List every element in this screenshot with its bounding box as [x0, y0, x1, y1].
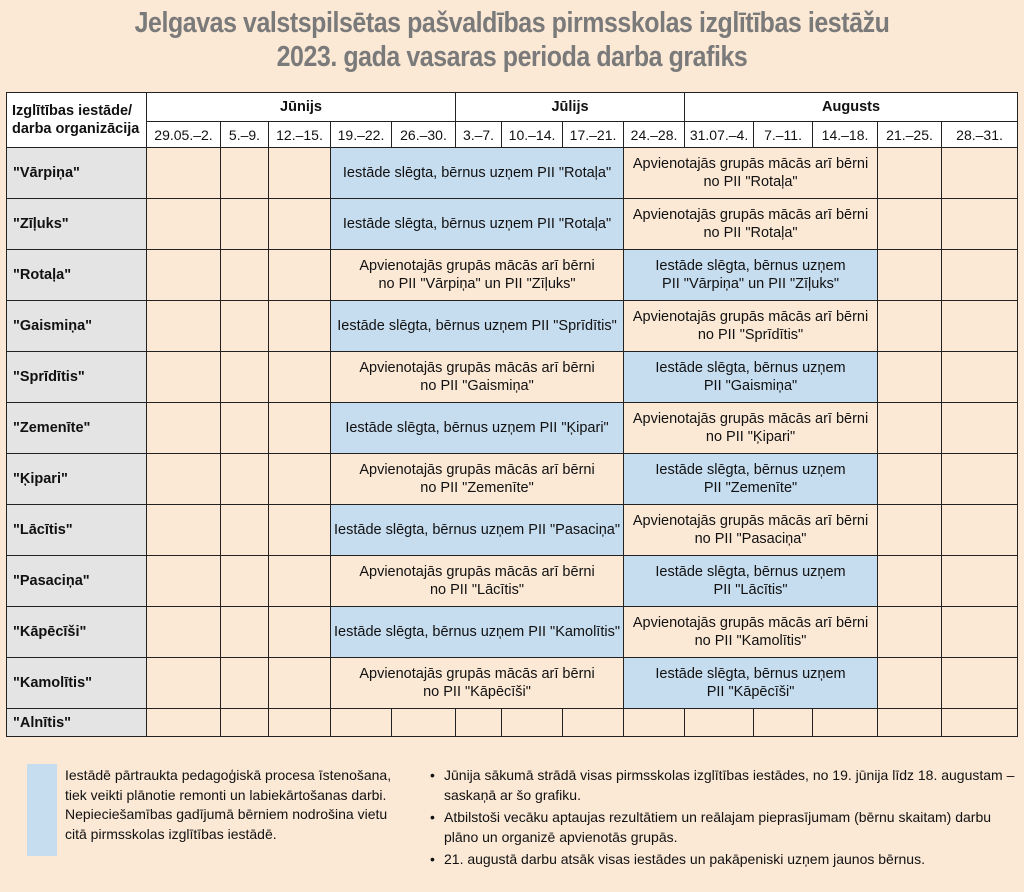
cell-text-line: Apvienotajās grupās mācās arī bērni [632, 309, 869, 325]
empty-cell [331, 709, 392, 737]
cell-text-line: no PII "Zemenīte" [420, 480, 534, 496]
week-header: 31.07.–4. [685, 122, 754, 148]
empty-cell [221, 556, 269, 607]
merged-group-cell [331, 658, 624, 709]
cell-text-line: Iestāde slēgta, bērnus uzņem PII "Ķipari" [345, 420, 609, 436]
empty-cell [269, 403, 331, 454]
empty-cell [878, 352, 942, 403]
empty-cell [878, 658, 942, 709]
empty-cell [942, 250, 1018, 301]
table-row [7, 250, 1018, 301]
empty-cell [942, 607, 1018, 658]
empty-cell [754, 709, 813, 737]
empty-cell [624, 709, 685, 737]
institution-name: "Zīļuks" [7, 199, 147, 250]
institution-name: "Sprīdītis" [7, 352, 147, 403]
week-header: 21.–25. [878, 122, 942, 148]
closed-period-cell [624, 352, 878, 403]
empty-cell [942, 658, 1018, 709]
empty-cell [878, 250, 942, 301]
merged-group-cell [624, 148, 878, 199]
cell-text-line: no PII "Pasaciņa" [694, 531, 807, 547]
closed-period-cell [331, 199, 624, 250]
empty-cell [269, 709, 331, 737]
week-header: 7.–11. [754, 122, 813, 148]
cell-text-line: Apvienotajās grupās mācās arī bērni [359, 564, 595, 580]
table-row [7, 607, 1018, 658]
empty-cell [878, 301, 942, 352]
closed-period-cell [331, 403, 624, 454]
empty-cell [269, 250, 331, 301]
cell-text-line: Apvienotajās grupās mācās arī bērni [632, 513, 869, 529]
cell-text-line: Iestāde slēgta, bērnus uzņem PII "Rotaļa" [342, 216, 612, 232]
table-row [7, 403, 1018, 454]
empty-cell [685, 709, 754, 737]
empty-cell [147, 454, 221, 505]
title-line-2: 2023. gada vasaras perioda darba grafiks [276, 41, 748, 73]
empty-cell [563, 709, 624, 737]
empty-cell [269, 658, 331, 709]
week-header: 28.–31. [942, 122, 1018, 148]
week-header: 10.–14. [502, 122, 563, 148]
cell-text-line: Apvienotajās grupās mācās arī bērni [359, 462, 595, 478]
empty-cell [147, 352, 221, 403]
cell-text-line: no PII "Lācītis" [429, 582, 525, 598]
cell-text-line: Apvienotajās grupās mācās arī bērni [632, 615, 869, 631]
table-row [7, 505, 1018, 556]
title-line-1: Jelgavas valstspilsētas pašvaldības pirmsskolas izglītības iestāžu [134, 7, 890, 39]
month-header-july: Jūlijs [456, 93, 685, 122]
empty-cell [147, 607, 221, 658]
empty-cell [269, 199, 331, 250]
closed-period-cell [331, 301, 624, 352]
closed-period-cell [624, 658, 878, 709]
closed-period-cell [331, 607, 624, 658]
note-item: • Jūnija sākumā strādā visas pirmsskolas izglītības iestādes, no 19. jūnija līdz 18. augustam – saskaņā ar šo grafiku. [430, 766, 1020, 805]
empty-cell [147, 505, 221, 556]
empty-cell [147, 709, 221, 737]
empty-cell [942, 148, 1018, 199]
empty-cell [878, 505, 942, 556]
merged-group-cell [624, 505, 878, 556]
empty-cell [269, 454, 331, 505]
cell-text-line: Iestāde slēgta, bērnus uzņem [655, 360, 846, 376]
table-row [7, 556, 1018, 607]
week-header: 5.–9. [221, 122, 269, 148]
week-header: 3.–7. [456, 122, 502, 148]
cell-text-line: PII "Lācītis" [713, 582, 788, 598]
corner-label [7, 93, 147, 148]
empty-cell [813, 709, 878, 737]
cell-text-line: Iestāde slēgta, bērnus uzņem [655, 564, 846, 580]
empty-cell [147, 199, 221, 250]
merged-group-cell [331, 352, 624, 403]
cell-text-line: PII "Vārpiņa" un PII "Zīļuks" [662, 276, 839, 292]
empty-cell [456, 709, 502, 737]
empty-cell [878, 148, 942, 199]
cell-text-line: Iestāde slēgta, bērnus uzņem [655, 666, 846, 682]
empty-cell [221, 250, 269, 301]
notes-list [430, 766, 1020, 873]
empty-cell [147, 556, 221, 607]
empty-cell [221, 454, 269, 505]
week-header: 17.–21. [563, 122, 624, 148]
cell-text-line: Apvienotajās grupās mācās arī bērni [632, 156, 869, 172]
cell-text-line: Iestāde slēgta, bērnus uzņem PII "Kamolītis" [334, 624, 620, 640]
empty-cell [942, 199, 1018, 250]
week-header: 24.–28. [624, 122, 685, 148]
empty-cell [269, 607, 331, 658]
empty-cell [942, 352, 1018, 403]
cell-text-line: Iestāde slēgta, bērnus uzņem PII "Sprīdītis" [337, 318, 617, 334]
closed-period-cell [624, 556, 878, 607]
cell-text-line: Apvienotajās grupās mācās arī bērni [359, 258, 595, 274]
empty-cell [221, 658, 269, 709]
empty-cell [147, 148, 221, 199]
empty-cell [221, 709, 269, 737]
empty-cell [221, 607, 269, 658]
note-item: • 21. augustā darbu atsāk visas iestādes un pakāpeniski uzņem jaunos bērnus. [430, 850, 1020, 870]
note-item: • Atbilstoši vecāku aptaujas rezultātiem un reālajam pieprasījumam (bērnu skaitam) darbu plāno un organizē apvienotās grupās. [430, 808, 1020, 847]
week-header: 29.05.–2. [147, 122, 221, 148]
closed-period-cell [331, 148, 624, 199]
legend-color-swatch [27, 764, 57, 856]
cell-text-line: PII "Kāpēcīši" [706, 684, 795, 700]
merged-group-cell [331, 250, 624, 301]
institution-name: "Lācītis" [7, 505, 147, 556]
empty-cell [221, 352, 269, 403]
merged-group-cell [624, 199, 878, 250]
table-row [7, 148, 1018, 199]
empty-cell [942, 505, 1018, 556]
institution-name: "Rotaļa" [7, 250, 147, 301]
cell-text-line: no PII "Ķipari" [705, 429, 796, 445]
institution-name: "Gaismiņa" [7, 301, 147, 352]
empty-cell [942, 709, 1018, 737]
week-header: 26.–30. [392, 122, 456, 148]
empty-cell [269, 301, 331, 352]
table-row [7, 301, 1018, 352]
cell-text-line: no PII "Sprīdītis" [697, 327, 804, 343]
corner-label-line2: darba organizācija [12, 121, 140, 137]
merged-group-cell [624, 403, 878, 454]
empty-cell [269, 148, 331, 199]
table-row [7, 199, 1018, 250]
month-header-june: Jūnijs [147, 93, 456, 122]
cell-text-line: Iestāde slēgta, bērnus uzņem PII "Pasaciņa" [334, 522, 620, 538]
table-row [7, 658, 1018, 709]
cell-text-line: no PII "Rotaļa" [703, 174, 798, 190]
empty-cell [942, 556, 1018, 607]
empty-cell [878, 709, 942, 737]
cell-text-line: Apvienotajās grupās mācās arī bērni [632, 207, 869, 223]
empty-cell [502, 709, 563, 737]
empty-cell [942, 301, 1018, 352]
empty-cell [147, 250, 221, 301]
empty-cell [147, 301, 221, 352]
merged-group-cell [624, 301, 878, 352]
week-header: 12.–15. [269, 122, 331, 148]
corner-label-line1: Izglītības iestāde/ [12, 103, 133, 119]
empty-cell [878, 454, 942, 505]
institution-name: "Ķipari" [7, 454, 147, 505]
empty-cell [221, 148, 269, 199]
merged-group-cell [624, 607, 878, 658]
page-title [72, 6, 953, 74]
week-header: 19.–22. [331, 122, 392, 148]
empty-cell [269, 505, 331, 556]
empty-cell [942, 454, 1018, 505]
institution-name: "Pasaciņa" [7, 556, 147, 607]
cell-text-line: Apvienotajās grupās mācās arī bērni [359, 360, 595, 376]
cell-text-line: Apvienotajās grupās mācās arī bērni [359, 666, 595, 682]
empty-cell [878, 556, 942, 607]
cell-text-line: no PII "Vārpiņa" un PII "Zīļuks" [378, 276, 576, 292]
empty-cell [269, 556, 331, 607]
cell-text-line: no PII "Rotaļa" [703, 225, 798, 241]
empty-cell [147, 658, 221, 709]
schedule-table [6, 92, 1018, 737]
cell-text-line: PII "Gaismiņa" [703, 378, 798, 394]
closed-period-cell [624, 454, 878, 505]
merged-group-cell [331, 454, 624, 505]
cell-text-line: no PII "Kamolītis" [694, 633, 807, 649]
month-header-august: Augusts [685, 93, 1018, 122]
empty-cell [147, 403, 221, 454]
closed-period-cell [331, 505, 624, 556]
table-row [7, 709, 1018, 737]
institution-name: "Kāpēcīši" [7, 607, 147, 658]
empty-cell [221, 403, 269, 454]
empty-cell [878, 607, 942, 658]
institution-name: "Vārpiņa" [7, 148, 147, 199]
cell-text-line: no PII "Kāpēcīši" [423, 684, 531, 700]
cell-text-line: Apvienotajās grupās mācās arī bērni [632, 411, 869, 427]
empty-cell [269, 352, 331, 403]
institution-name: "Zemenīte" [7, 403, 147, 454]
cell-text-line: no PII "Gaismiņa" [420, 378, 534, 394]
legend-text: Iestādē pārtraukta pedagoģiskā procesa īstenošana, tiek veikti plānotie remonti un labiekārtošanas darbi. Nepieciešamības gadījumā bērniem nodrošina vietu citā pirmsskolas izglītības iestādē. [65, 767, 392, 842]
week-header: 14.–18. [813, 122, 878, 148]
cell-text-line: Iestāde slēgta, bērnus uzņem [655, 462, 846, 478]
empty-cell [221, 199, 269, 250]
institution-name: "Alnītis" [7, 709, 147, 737]
table-row [7, 352, 1018, 403]
empty-cell [878, 403, 942, 454]
merged-group-cell [331, 556, 624, 607]
cell-text-line: Iestāde slēgta, bērnus uzņem PII "Rotaļa" [342, 165, 612, 181]
empty-cell [878, 199, 942, 250]
empty-cell [942, 403, 1018, 454]
institution-name: "Kamolītis" [7, 658, 147, 709]
table-row [7, 454, 1018, 505]
empty-cell [221, 505, 269, 556]
empty-cell [221, 301, 269, 352]
cell-text-line: Iestāde slēgta, bērnus uzņem [655, 258, 846, 274]
cell-text-line: PII "Zemenīte" [703, 480, 798, 496]
empty-cell [392, 709, 456, 737]
closed-period-cell [624, 250, 878, 301]
